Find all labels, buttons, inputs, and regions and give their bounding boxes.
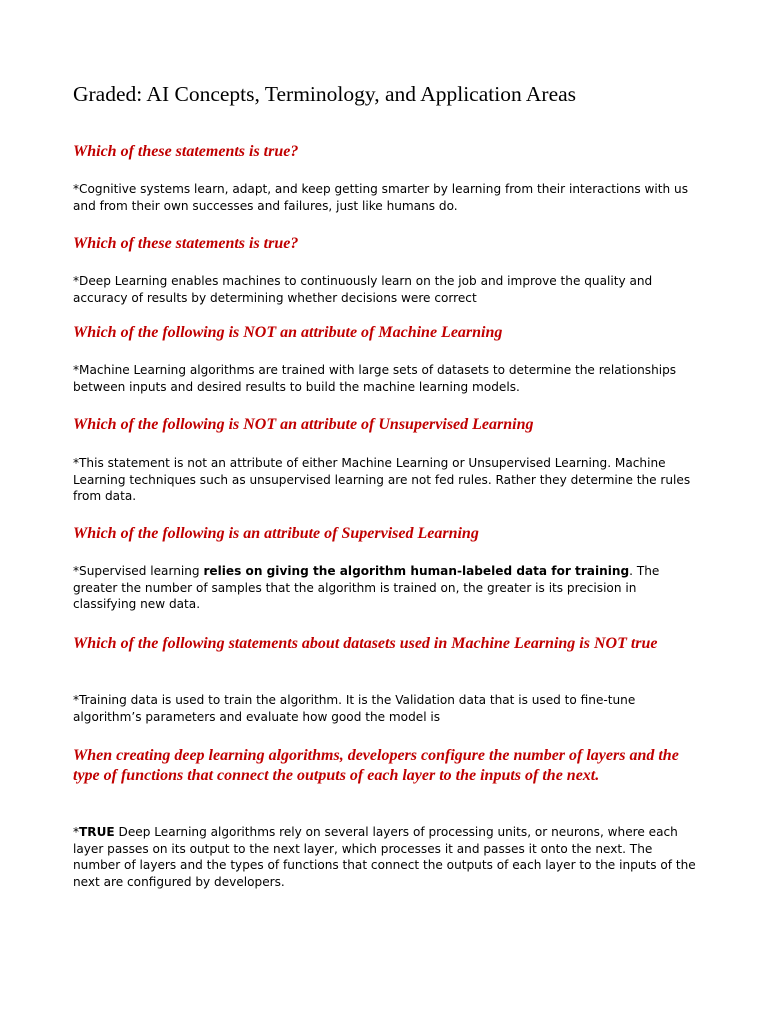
answer-3: *Machine Learning algorithms are trained with large sets of datasets to determine the relationships between inputs and desired results to build the machine learning models. [73, 363, 677, 394]
answer-7-suffix: Deep Learning algorithms rely on several layers of processing units, or neurons, where each layer passes on its output to the next layer, which processes it and passes it onto the next. The number of layers and the types of functions that connect the outputs of each layer to the inputs of the next are configured by developers. [73, 825, 696, 890]
answer-5-prefix: *Supervised learning [73, 564, 204, 578]
answer-7 [73, 824, 701, 891]
answer-7-prefix: * [73, 825, 80, 839]
answer-6: *Training data is used to train the algorithm. It is the Validation data that is used to fine-tune algorithm’s parameters and evaluate how good the model is [73, 693, 636, 724]
question-7: When creating deep learning algorithms, developers configure the number of layers and the type of functions that connect the outputs of each layer to the inputs of the next. [73, 747, 679, 784]
answer-4: *This statement is not an attribute of either Machine Learning or Unsupervised Learning. Machine Learning techniques such as unsupervised learning are not fed rules. Rather they determine the rules from data. [73, 456, 691, 504]
question-4: Which of the following is NOT an attribute of Unsupervised Learning [73, 416, 534, 433]
answer-5-suffix: . The greater the number of samples that the algorithm is trained on, the greater is its precision in classifying new data. [73, 564, 660, 612]
question-6: Which of the following statements about datasets used in Machine Learning is NOT true [73, 635, 658, 652]
answer-1: *Cognitive systems learn, adapt, and keep getting smarter by learning from their interactions with us and from their own successes and failures, just like humans do. [73, 182, 689, 213]
question-2: Which of these statements is true? [73, 235, 299, 252]
answer-7-bold: TRUE [79, 825, 115, 839]
question-3: Which of the following is NOT an attribute of Machine Learning [73, 324, 503, 341]
answer-5 [73, 563, 701, 613]
question-1: Which of these statements is true? [73, 143, 299, 160]
answer-5-bold: relies on giving the algorithm human-labeled data for training [203, 564, 630, 578]
document-title: Graded: AI Concepts, Terminology, and Application Areas [73, 82, 577, 106]
question-5: Which of the following is an attribute of Supervised Learning [73, 525, 479, 542]
answer-2: *Deep Learning enables machines to continuously learn on the job and improve the quality and accuracy of results by determining whether decisions were correct [73, 274, 653, 305]
